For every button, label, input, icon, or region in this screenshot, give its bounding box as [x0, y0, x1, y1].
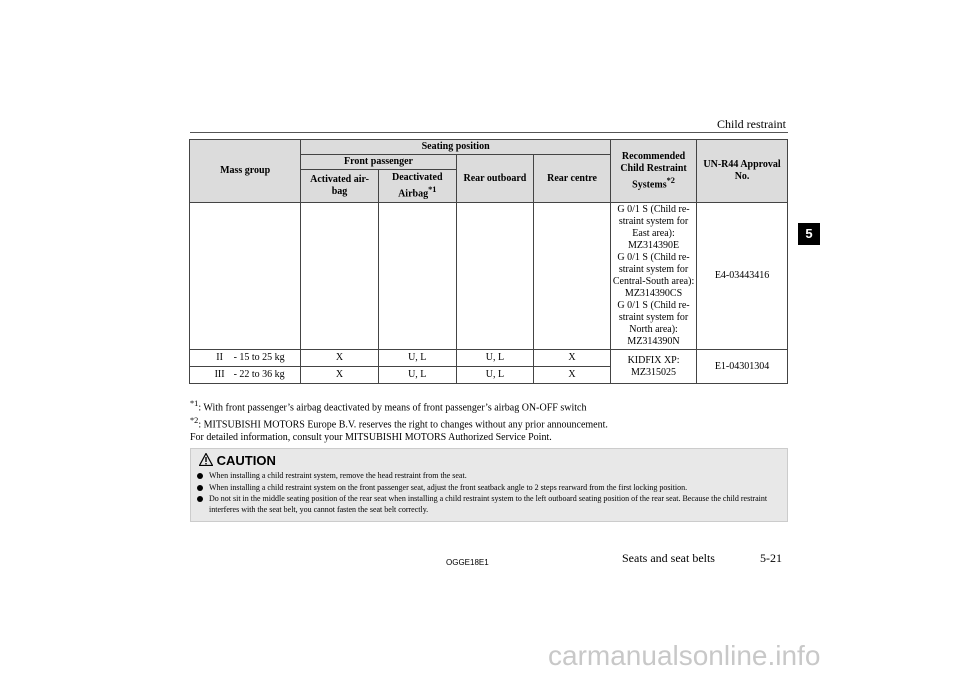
footnote: $^{*1}$: With front passenger’s airbag deactivated by means of front passenger’s airbag ON-OFF switch	[190, 399, 587, 414]
footnote: $^{*2}$: MITSUBISHI MOTORS Europe B.V. reserves the right to changes without any prior announcement.	[190, 415, 608, 431]
caution-list	[197, 471, 783, 516]
header-mass-group: Mass group	[190, 140, 301, 203]
section-title: Child restraint	[717, 117, 786, 131]
watermark: carmanualsonline.info	[548, 640, 821, 671]
recommended-systems-cell: G 0/1 S (Child re- straint system for East area): MZ314390E G 0/1 S (Child re- straint system for Central-South area): MZ314390CS G 0/1 S (Child re- straint system for North area): MZ314390N	[610, 203, 696, 350]
table-cell	[534, 203, 611, 350]
list-item: When installing a child restraint system on the front passenger seat, adjust the front seatback angle to 2 steps rearward from the first locking position.	[197, 483, 783, 494]
rear-outboard-cell: U, L	[456, 350, 533, 367]
rear-outboard-cell: U, L	[456, 367, 533, 384]
header-seating-position: Seating position	[301, 140, 611, 155]
header-rule	[190, 132, 788, 133]
activated-airbag-cell: X	[301, 350, 379, 367]
header-rear-centre: Rear centre	[534, 155, 611, 203]
approval-cell: E1-04301304	[697, 350, 788, 384]
document-code: OGGE18E1	[446, 558, 489, 567]
recommended-systems-cell: KIDFIX XP: MZ315025	[610, 350, 696, 384]
bullet-icon	[197, 496, 203, 502]
bullet-icon	[197, 485, 203, 491]
header-deactivated-airbag: Deactivated Airbag$^{*1}$	[378, 170, 456, 203]
caution-heading: CAUTION	[199, 453, 276, 468]
warning-icon	[199, 453, 213, 466]
bullet-icon	[197, 473, 203, 479]
header-front-passenger: Front passenger	[301, 155, 456, 170]
mass-group-cell: III - 22 to 36 kg	[190, 367, 301, 384]
activated-airbag-cell: X	[301, 367, 379, 384]
rear-centre-cell: X	[534, 350, 611, 367]
caution-box	[190, 448, 788, 522]
table-cell	[456, 203, 533, 350]
list-item: When installing a child restraint system, remove the head restraint from the seat.	[197, 471, 783, 482]
footnotes	[190, 398, 608, 444]
table-cell	[378, 203, 456, 350]
page-number: 5-21	[760, 551, 782, 565]
header-rear-outboard: Rear outboard	[456, 155, 533, 203]
table-row	[190, 350, 788, 367]
header-recommended: Recommended Child Restraint Systems$^{*2}$	[610, 140, 696, 203]
chapter-tab: 5	[798, 223, 820, 245]
rear-centre-cell: X	[534, 367, 611, 384]
deactivated-airbag-cell: U, L	[378, 350, 456, 367]
list-item: Do not sit in the middle seating position of the rear seat when installing a child restraint system to the left outboard seating position of the rear seat. Because the child restraint interferes with the seat belt, you cannot fasten the seat belt correctly.	[197, 494, 783, 515]
footnote: For detailed information, consult your MITSUBISHI MOTORS Authorized Service Point.	[190, 431, 552, 443]
table-cell	[301, 203, 379, 350]
header-activated-airbag: Activated air-bag	[301, 170, 379, 203]
approval-cell: E4-03443416	[697, 203, 788, 350]
mass-group-cell: II - 15 to 25 kg	[190, 350, 301, 367]
footer-section-title: Seats and seat belts	[622, 551, 715, 565]
table-row	[190, 203, 788, 350]
child-restraint-table	[189, 139, 788, 384]
deactivated-airbag-cell: U, L	[378, 367, 456, 384]
header-approval: UN-R44 Approval No.	[697, 140, 788, 203]
table-cell	[190, 203, 301, 350]
